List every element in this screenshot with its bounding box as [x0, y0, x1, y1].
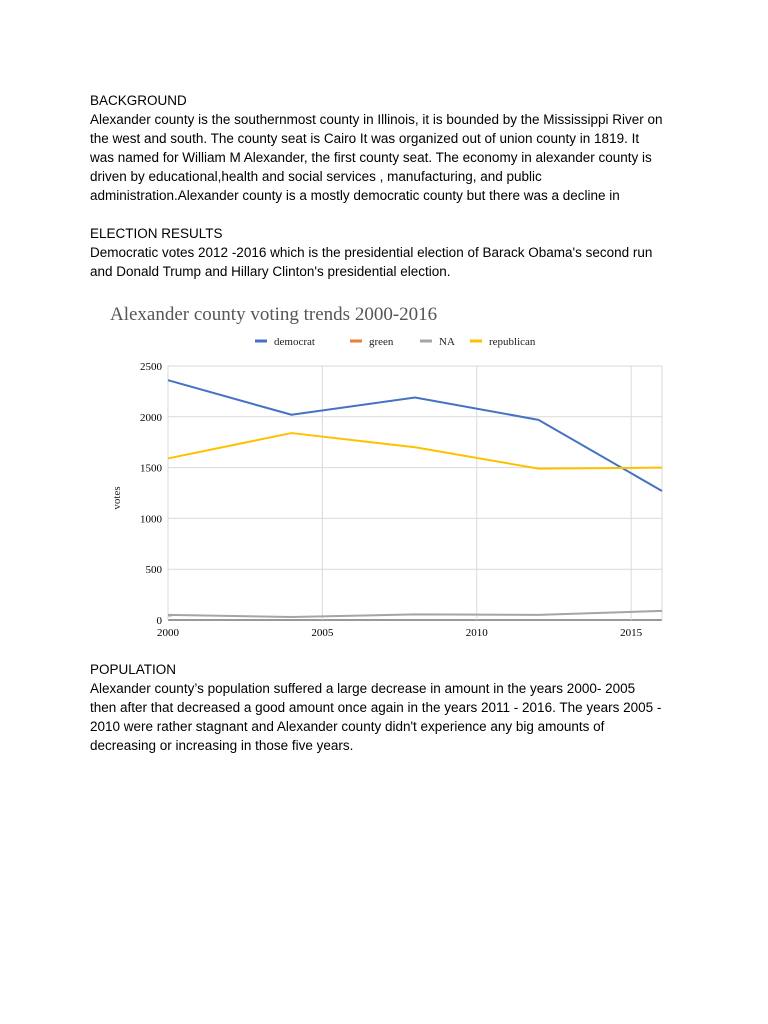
election-line: and Donald Trump and Hillary Clinton's presidential election. [90, 264, 451, 279]
series-line-na [168, 611, 662, 617]
election-paragraph [90, 243, 690, 281]
population-heading: POPULATION [90, 662, 177, 677]
legend-label-democrat: democrat [274, 336, 315, 348]
population-line: Alexander county’s population suffered a large decrease in amount in the years 2000- 2005 [90, 681, 636, 696]
legend-label-green: green [369, 336, 394, 348]
background-line: administration.Alexander county is a mostly democratic county but there was a decline in [90, 188, 620, 203]
chart-legend [255, 336, 536, 348]
chart-title: Alexander county voting trends 2000-2016 [110, 304, 438, 325]
background-line: Alexander county is the southernmost county in Illinois, it is bounded by the Mississippi River on [90, 112, 663, 127]
x-tick-label: 2000 [157, 627, 179, 639]
election-heading: ELECTION RESULTS [90, 226, 223, 241]
population-line: 2010 were rather stagnant and Alexander county didn't experience any big amounts of [90, 719, 605, 734]
series-line-republican [168, 433, 662, 469]
x-tick-label: 2010 [465, 627, 488, 639]
chart-grid [168, 366, 662, 620]
background-line: was named for William M Alexander, the first county seat. The economy in alexander county is [90, 150, 652, 165]
legend-label-republican: republican [489, 336, 536, 348]
x-tick-label: 2005 [311, 627, 334, 639]
y-axis-ticks [140, 361, 163, 627]
y-tick-label: 2000 [140, 411, 162, 424]
election-section [90, 224, 690, 281]
background-line: driven by educational,health and social services , manufacturing, and public [90, 169, 542, 184]
y-tick-label: 500 [145, 564, 162, 577]
background-line: the west and south. The county seat is Cairo It was organized out of union county in 1819. It [90, 131, 640, 146]
population-line: decreasing or increasing in those five years. [90, 738, 354, 753]
population-line: then after that decreased a good amount once again in the years 2011 - 2016. The years 2005 - [90, 700, 662, 715]
background-section [90, 91, 690, 205]
y-tick-label: 2500 [140, 361, 162, 373]
x-tick-label: 2015 [620, 627, 643, 639]
chart-svg [100, 290, 680, 640]
y-tick-label: 1000 [140, 513, 162, 526]
series-line-democrat [168, 380, 662, 491]
y-tick-label: 0 [156, 615, 162, 627]
x-axis-ticks [157, 627, 643, 639]
population-paragraph [90, 679, 690, 755]
election-line: Democratic votes 2012 -2016 which is the presidential election of Barack Obama's second run [90, 245, 653, 260]
y-tick-label: 1500 [140, 462, 162, 475]
y-axis-label: votes [111, 486, 123, 510]
voting-trends-chart [100, 290, 680, 640]
chart-series [168, 380, 662, 617]
legend-label-na: NA [439, 336, 455, 348]
background-paragraph [90, 110, 690, 205]
population-section [90, 660, 690, 755]
background-heading: BACKGROUND [90, 93, 187, 108]
